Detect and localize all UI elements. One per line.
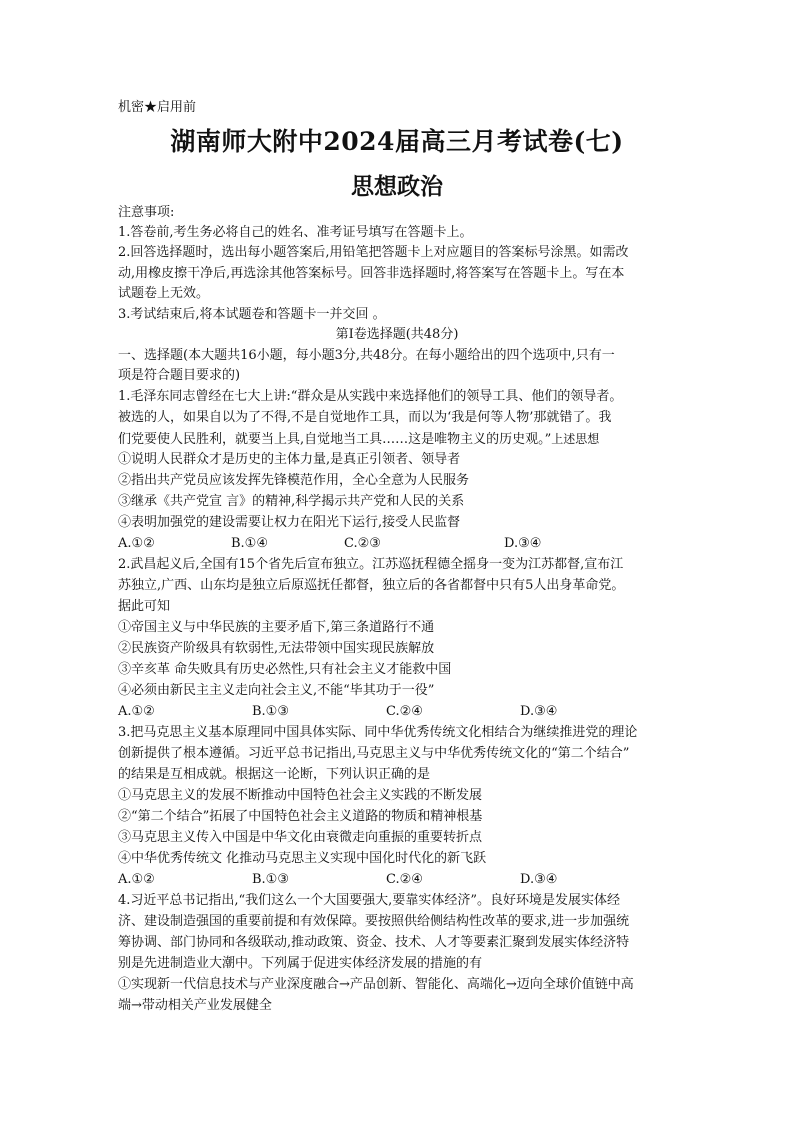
note-2-line-2: 动,用橡皮擦干净后,再选涂其他答案标号。回答非选择题时,将答案写在答题卡上。写在本 bbox=[118, 266, 625, 281]
q3-option-b[interactable]: B.①③ bbox=[252, 872, 289, 887]
q1-option-a[interactable]: A.①② bbox=[118, 536, 155, 551]
q3-statement-3: ③马克思主义传入中国是中华文化由衰微走向重振的重要转折点 bbox=[118, 830, 483, 845]
q1-option-b[interactable]: B.①④ bbox=[231, 536, 268, 551]
q3-statement-4: ④中华优秀传统文 化推动马克思主义实现中国化时代化的新飞跃 bbox=[118, 851, 487, 866]
q3-stem-line-1: 3.把马克思主义基本原理同中国具体实际、同中华优秀传统文化相结合为继续推进党的理论 bbox=[118, 725, 638, 740]
note-3: 3.考试结束后,将本试题卷和答题卡一并交回 。 bbox=[118, 307, 386, 322]
q3-option-a[interactable]: A.①② bbox=[118, 872, 155, 887]
q1-stem-line-3-tail: 上述思想 bbox=[551, 432, 600, 446]
q1-option-d[interactable]: D.③④ bbox=[504, 536, 542, 551]
section-intro-line-1: 一、选择题(本大题共16小题，每小题3分,共48分。在每小题给出的四个选项中,只有一 bbox=[118, 348, 615, 363]
q3-option-d[interactable]: D.③④ bbox=[520, 872, 558, 887]
q2-option-a[interactable]: A.①② bbox=[118, 704, 155, 719]
q1-statement-3: ③继承《共产党宣 言》的精神,科学揭示共产党和人民的关系 bbox=[118, 494, 465, 509]
q1-option-c[interactable]: C.②③ bbox=[344, 536, 381, 551]
q2-option-b[interactable]: B.①③ bbox=[252, 704, 289, 719]
q1-statement-4: ④表明加强党的建设需要让权力在阳光下运行,接受人民监督 bbox=[118, 515, 461, 530]
q4-stem-line-4: 别是先进制造业大潮中。下列属于促进实体经济发展的措施的有 bbox=[118, 956, 483, 971]
q2-option-d[interactable]: D.③④ bbox=[520, 704, 558, 719]
q2-statement-4: ④必须由新民主主义走向社会主义,不能“毕其功于一役” bbox=[118, 683, 435, 698]
q2-stem-line-2: 苏独立,广西、山东均是独立后原巡抚任都督，独立后的各省都督中只有5人出身革命党。 bbox=[118, 578, 625, 593]
q3-statement-2: ②“第二个结合”拓展了中国特色社会主义道路的物质和精神根基 bbox=[118, 809, 483, 824]
q1-stem-line-1: 1.毛泽东同志曾经在七大上讲:“群众是从实践中来选择他们的领导工具、他们的领导者。 bbox=[118, 389, 623, 404]
q2-option-c[interactable]: C.②④ bbox=[386, 704, 423, 719]
q3-statement-1: ①马克思主义的发展不断推动中国特色社会主义实践的不断发展 bbox=[118, 788, 483, 803]
q4-stem-line-1: 4.习近平总书记指出,“我们这么一个大国要强大,要靠实体经济”。良好环境是发展实体经 bbox=[118, 893, 620, 908]
notes-heading: 注意事项: bbox=[118, 205, 175, 220]
q2-statement-2: ②民族资产阶级具有软弱性,无法带领中国实现民族解放 bbox=[118, 641, 435, 656]
q1-statement-1: ①说明人民群众才是历史的主体力量,是真正引领者、领导者 bbox=[118, 452, 461, 467]
q4-statement-1-line-2: 端→带动相关产业发展健全 bbox=[118, 998, 272, 1013]
subject-title: 思想政治 bbox=[351, 173, 443, 200]
note-2-line-1: 2.回答选择题时，选出每小题答案后,用铅笔把答题卡上对应题目的答案标号涂黑。如需改 bbox=[118, 245, 629, 260]
q2-stem-line-3: 据此可知 bbox=[118, 599, 171, 614]
confidential-mark: 机密★启用前 bbox=[118, 100, 197, 115]
exam-title: 湖南师大附中2024届高三月考试卷(七) bbox=[170, 127, 624, 156]
q3-option-c[interactable]: C.②④ bbox=[386, 872, 423, 887]
q4-stem-line-3: 筹协调、部门协同和各级联动,推动政策、资金、技术、人才等要素汇聚到发展实体经济特 bbox=[118, 935, 630, 950]
q1-stem-line-3 bbox=[118, 429, 599, 450]
q3-stem-line-2: 创新提供了根本遵循。习近平总书记指出,马克思主义与中华优秀传统文化的“第二个结合” bbox=[118, 746, 630, 761]
q3-stem-line-3: 的结果是互相成就。根据这一论断，下列认识正确的是 bbox=[118, 767, 431, 782]
q2-stem-line-1: 2.武昌起义后,全国有15个省先后宣布独立。江苏巡抚程德全摇身一变为江苏都督,宣布江 bbox=[118, 557, 624, 572]
part-heading: 第Ⅰ卷选择题(共48分) bbox=[335, 327, 459, 342]
section-intro-line-2: 项是符合题目要求的) bbox=[118, 368, 241, 383]
q1-stem-line-3-text: 们党要使人民胜利，就要当上具,自觉地当工具……这是唯物主义的历史观。” bbox=[118, 432, 552, 447]
q4-statement-1-line-1: ①实现新一代信息技术与产业深度融合→产品创新、智能化、高端化→迈向全球价值链中高 bbox=[118, 977, 634, 992]
q2-statement-1: ①帝国主义与中华民族的主要矛盾下,第三条道路行不通 bbox=[118, 620, 435, 635]
note-2-line-3: 试题卷上无效。 bbox=[118, 286, 210, 301]
q1-statement-2: ②指出共产党员应该发挥先锋模范作用，全心全意为人民服务 bbox=[118, 473, 470, 488]
q1-stem-line-2: 被选的人，如果自以为了不得,不是自觉地作工具，而以为‘我是何等人物’那就错了。我 bbox=[118, 410, 612, 425]
q2-statement-3: ③辛亥革 命失败具有历史必然性,只有社会主义才能救中国 bbox=[118, 662, 452, 677]
q4-stem-line-2: 济、建设制造强国的重要前提和有效保障。要按照供给侧结构性改革的要求,进一步加强统 bbox=[118, 914, 630, 929]
note-1: 1.答卷前,考生务必将自己的姓名、准考证号填写在答题卡上。 bbox=[118, 225, 473, 240]
